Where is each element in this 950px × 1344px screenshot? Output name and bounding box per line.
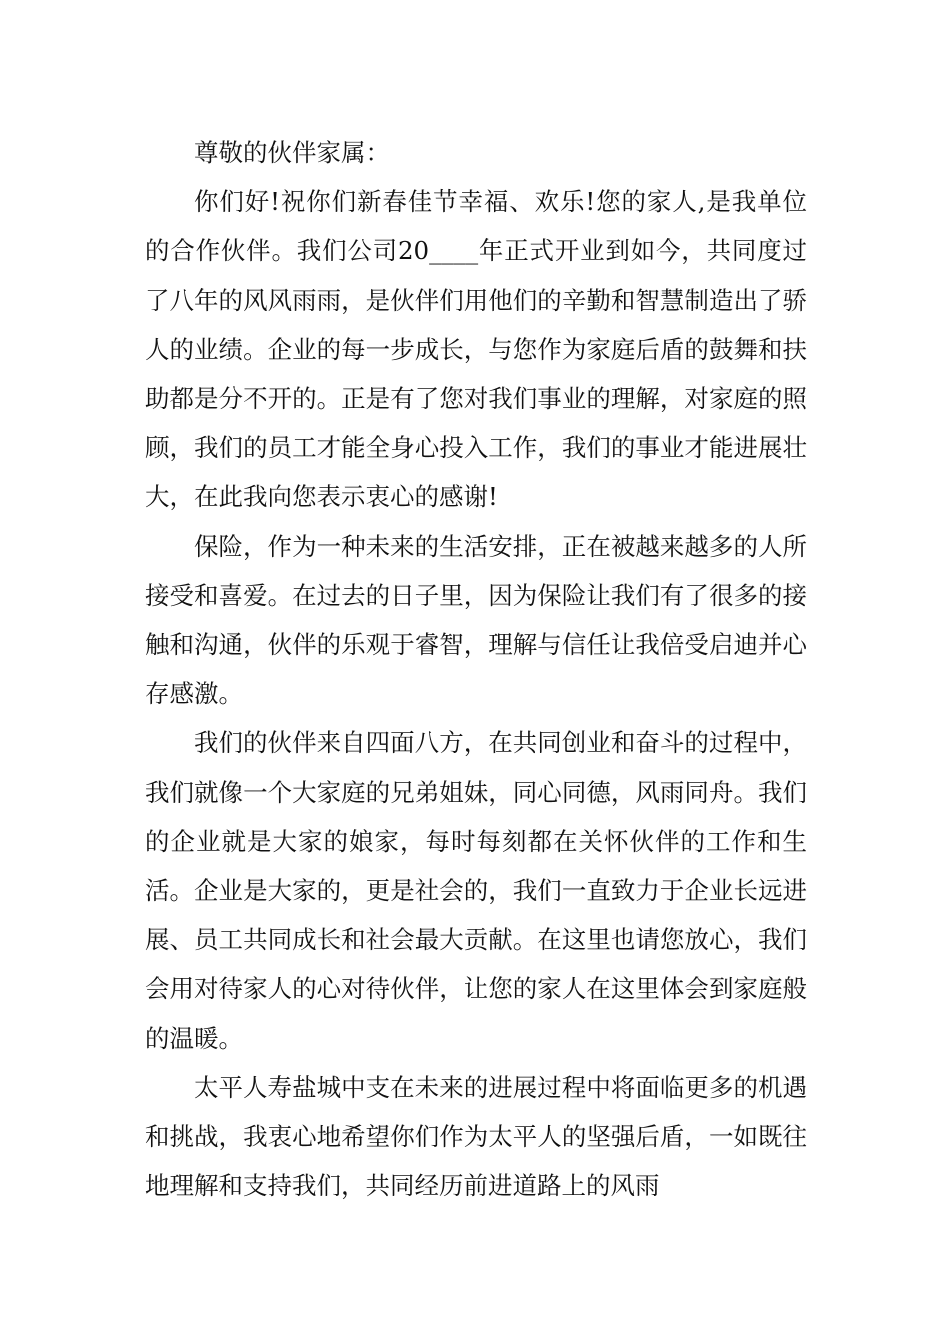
letter-paragraph: 我们的伙伴来自四面八方，在共同创业和奋斗的过程中，我们就像一个大家庭的兄弟姐妹，同心同德，风雨同舟。我们的企业就是大家的娘家，每时每刻都在关怀伙伴的工作和生活。企业是大家的，更是社会的，我们一直致力于企业长远进展、员工共同成长和社会最大贡献。在这里也请您放心，我们会用对待家人的心对待伙伴，让您的家人在这里体会到家庭般的温暖。 <box>145 728 807 1053</box>
letter-paragraph: 保险，作为一种未来的生活安排，正在被越来越多的人所接受和喜爱。在过去的日子里，因为保险让我们有了很多的接触和沟通，伙伴的乐观于睿智，理解与信任让我倍受启迪并心存感激。 <box>145 531 807 709</box>
letter-paragraph: 太平人寿盐城中支在未来的进展过程中将面临更多的机遇和挑战，我衷心地希望你们作为太平人的坚强后盾，一如既往地理解和支持我们，共同经历前进道路上的风雨 <box>145 1072 807 1201</box>
letter-paragraph: 你们好!祝你们新春佳节幸福、欢乐!您的家人,是我单位的合作伙伴。我们公司20____年正式开业到如今，共同度过了八年的风风雨雨，是伙伴们用他们的辛勤和智慧制造出了骄人的业绩。企业的每一步成长，与您作为家庭后盾的鼓舞和扶助都是分不开的。正是有了您对我们事业的理解，对家庭的照顾，我们的员工才能全身心投入工作，我们的事业才能进展壮大，在此我向您表示衷心的感谢! <box>145 187 807 512</box>
letter-salutation: 尊敬的伙伴家属： <box>194 138 390 167</box>
letter-body <box>145 128 807 1210</box>
